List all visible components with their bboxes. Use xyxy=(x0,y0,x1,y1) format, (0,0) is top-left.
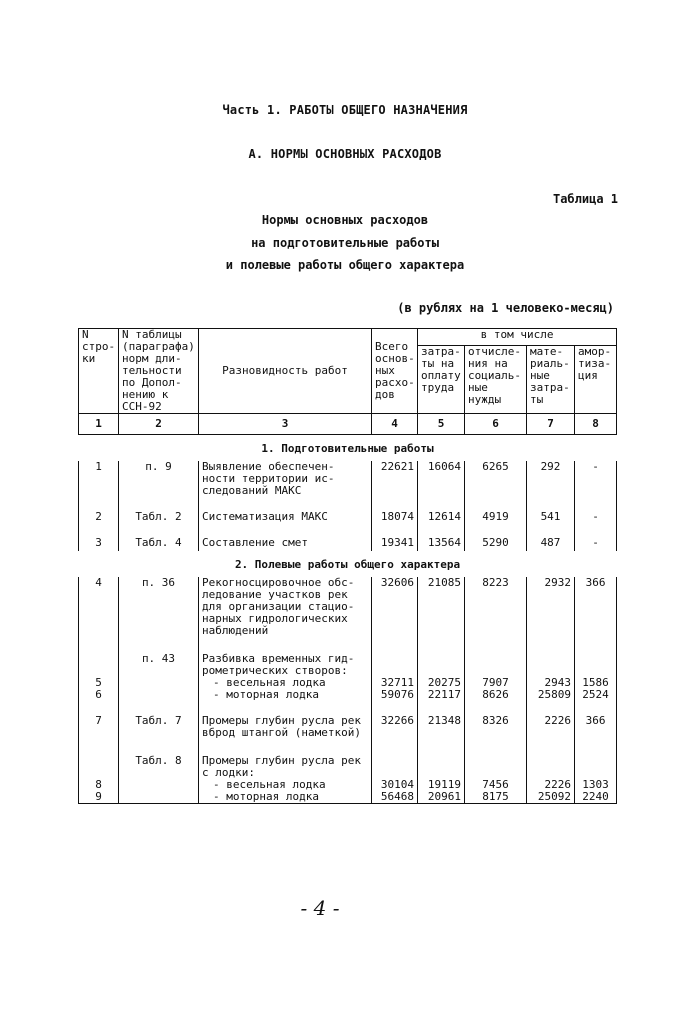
table-row xyxy=(79,677,617,689)
row-number: 2 xyxy=(79,511,119,537)
row-total: 56468 xyxy=(372,791,418,804)
row-pay: 20961 xyxy=(418,791,465,804)
col-number: 1 xyxy=(79,414,119,435)
col-number: 2 xyxy=(119,414,199,435)
row-total: 32266 xyxy=(372,715,418,755)
row-number: 1 xyxy=(79,461,119,511)
row-ref: п. 43 xyxy=(119,653,199,677)
header-table-ref: N таблицы (параграфа) норм дли- тельности по Допол- нению к ССН-92 xyxy=(119,329,199,414)
row-work: Промеры глубин русла рек вброд штангой (наметкой) xyxy=(199,715,372,755)
row-work: Разбивка временных гид- рометрических створов: xyxy=(199,653,372,677)
part-title: Часть 1. РАБОТЫ ОБЩЕГО НАЗНАЧЕНИЯ xyxy=(222,103,468,117)
row-number: 7 xyxy=(79,715,119,755)
norms-table xyxy=(78,328,617,804)
row-amort: 366 xyxy=(575,715,617,755)
caption-line-1: Нормы основных расходов xyxy=(261,213,429,227)
row-social: 7907 xyxy=(465,677,527,689)
header-amort: амор- тиза- ция xyxy=(575,346,617,414)
table-label: Таблица 1 xyxy=(552,192,618,206)
row-ref: п. 36 xyxy=(119,577,199,653)
row-work: - моторная лодка xyxy=(199,689,372,715)
row-work: - моторная лодка xyxy=(199,791,372,804)
row-amort: 1586 xyxy=(575,677,617,689)
col-number: 4 xyxy=(372,414,418,435)
row-total: 30104 xyxy=(372,779,418,791)
row-amort: 366 xyxy=(575,577,617,653)
units-note: (в рублях на 1 человеко-месяц) xyxy=(397,301,614,315)
row-material: 25092 xyxy=(527,791,575,804)
row-ref: Табл. 2 xyxy=(119,511,199,537)
row-number: 4 xyxy=(79,577,119,653)
row-work: Систематизация МАКС xyxy=(199,511,372,537)
row-material: 25809 xyxy=(527,689,575,715)
row-amort: 2524 xyxy=(575,689,617,715)
table-row xyxy=(79,537,617,551)
row-ref: Табл. 7 xyxy=(119,715,199,755)
row-number xyxy=(79,755,119,779)
row-social: 6265 xyxy=(465,461,527,511)
table-row xyxy=(79,755,617,779)
header-work-type: Разновидность работ xyxy=(199,329,372,414)
row-total: 32606 xyxy=(372,577,418,653)
table-row xyxy=(79,653,617,677)
row-pay: 12614 xyxy=(418,511,465,537)
col-number: 7 xyxy=(527,414,575,435)
row-material: 541 xyxy=(527,511,575,537)
section-row xyxy=(79,435,617,462)
row-material: 487 xyxy=(527,537,575,551)
row-work: Составление смет xyxy=(199,537,372,551)
row-number: 6 xyxy=(79,689,119,715)
row-total: 18074 xyxy=(372,511,418,537)
row-total: 59076 xyxy=(372,689,418,715)
row-number: 8 xyxy=(79,779,119,791)
row-amort: - xyxy=(575,511,617,537)
row-amort: 1303 xyxy=(575,779,617,791)
row-ref: п. 9 xyxy=(119,461,199,511)
page-number: - 4 - xyxy=(300,896,340,920)
row-amort: - xyxy=(575,537,617,551)
row-social: 7456 xyxy=(465,779,527,791)
caption-line-3: и полевые работы общего характера xyxy=(225,258,465,272)
row-amort: 2240 xyxy=(575,791,617,804)
section-title: А. НОРМЫ ОСНОВНЫХ РАСХОДОВ xyxy=(248,147,442,161)
row-ref: Табл. 4 xyxy=(119,537,199,551)
row-material: 292 xyxy=(527,461,575,511)
row-work: - весельная лодка xyxy=(199,779,372,791)
row-social: 8626 xyxy=(465,689,527,715)
section-heading: 2. Полевые работы общего характера xyxy=(234,558,461,571)
header-row-number: N стро- ки xyxy=(79,329,119,414)
header-material: мате- риаль- ные затра- ты xyxy=(527,346,575,414)
col-number: 3 xyxy=(199,414,372,435)
caption-line-2: на подготовительные работы xyxy=(251,236,439,250)
row-social: 8223 xyxy=(465,577,527,653)
header-social: отчисле- ния на социаль- ные нужды xyxy=(465,346,527,414)
row-number: 3 xyxy=(79,537,119,551)
header-pay: затра- ты на оплату труда xyxy=(418,346,465,414)
row-total: 22621 xyxy=(372,461,418,511)
section-heading: 1. Подготовительные работы xyxy=(261,442,434,455)
row-social: 5290 xyxy=(465,537,527,551)
row-material: 2932 xyxy=(527,577,575,653)
col-number: 8 xyxy=(575,414,617,435)
col-number: 6 xyxy=(465,414,527,435)
col-number: 5 xyxy=(418,414,465,435)
row-total: 32711 xyxy=(372,677,418,689)
row-number: 9 xyxy=(79,791,119,804)
table-row xyxy=(79,715,617,755)
table-row xyxy=(79,779,617,791)
row-material: 2226 xyxy=(527,779,575,791)
table-row xyxy=(79,511,617,537)
row-social: 8326 xyxy=(465,715,527,755)
row-social: 8175 xyxy=(465,791,527,804)
table-row xyxy=(79,689,617,715)
table-row xyxy=(79,577,617,653)
row-pay: 13564 xyxy=(418,537,465,551)
row-number: 5 xyxy=(79,677,119,689)
header-including: в том числе xyxy=(418,329,617,346)
row-material: 2226 xyxy=(527,715,575,755)
row-amort: - xyxy=(575,461,617,511)
row-total: 19341 xyxy=(372,537,418,551)
row-number xyxy=(79,653,119,677)
header-total: Всего основ- ных расхо- дов xyxy=(372,329,418,414)
row-material: 2943 xyxy=(527,677,575,689)
row-pay: 21348 xyxy=(418,715,465,755)
row-pay: 16064 xyxy=(418,461,465,511)
row-pay: 22117 xyxy=(418,689,465,715)
row-work: - весельная лодка xyxy=(199,677,372,689)
table-row xyxy=(79,461,617,511)
row-pay: 20275 xyxy=(418,677,465,689)
row-social: 4919 xyxy=(465,511,527,537)
row-work: Выявление обеспечен- ности территории ис- следований МАКС xyxy=(199,461,372,511)
row-pay: 19119 xyxy=(418,779,465,791)
column-number-row xyxy=(79,414,617,435)
table-row xyxy=(79,791,617,804)
row-work: Рекогносцировочное обс- ледование участков рек для организации стацио- нарных гидрологических наблюдений xyxy=(199,577,372,653)
row-pay: 21085 xyxy=(418,577,465,653)
row-work: Промеры глубин русла рек с лодки: xyxy=(199,755,372,779)
section-row xyxy=(79,551,617,577)
row-ref: Табл. 8 xyxy=(119,755,199,779)
